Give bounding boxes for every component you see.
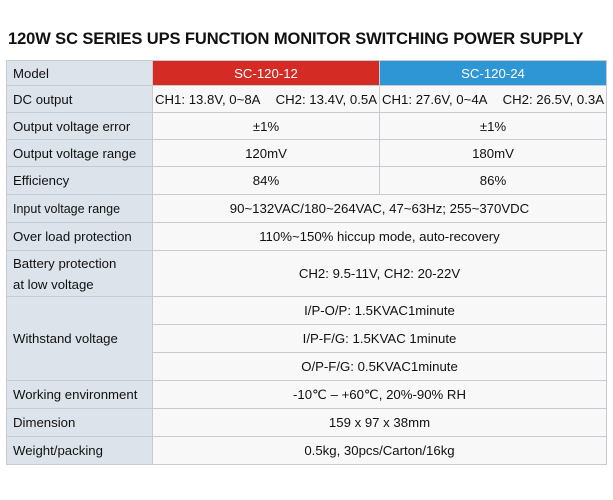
input-range-value: 90~132VAC/180~264VAC, 47~63Hz; 255~370VDC xyxy=(153,195,607,223)
table-row-dc-output xyxy=(7,86,607,113)
overload-value: 110%~150% hiccup mode, auto-recovery xyxy=(153,223,607,251)
table-row-withstand xyxy=(7,297,607,381)
environment-value: -10℃ – +60℃, 20%-90% RH xyxy=(153,381,607,409)
table-row-voltage-range xyxy=(7,140,607,167)
withstand-op-fg: O/P-F/G: 0.5KVAC1minute xyxy=(301,359,458,374)
row-label-dc-output: DC output xyxy=(7,86,153,113)
dc-output-a-ch2: CH2: 13.4V, 0.5A xyxy=(275,91,377,107)
withstand-ip-op: I/P-O/P: 1.5KVAC1minute xyxy=(153,297,606,325)
dc-output-a xyxy=(153,86,380,113)
weight-value: 0.5kg, 30pcs/Carton/16kg xyxy=(153,437,607,465)
table-row-environment xyxy=(7,381,607,409)
efficiency-a: 84% xyxy=(153,167,380,195)
model-sc-120-24-header: SC-120-24 xyxy=(380,61,607,86)
voltage-error-b: ±1% xyxy=(380,113,607,140)
voltage-error-a: ±1% xyxy=(153,113,380,140)
model-sc-120-12-header: SC-120-12 xyxy=(153,61,380,86)
row-label-efficiency: Efficiency xyxy=(7,167,153,195)
battery-value: CH2: 9.5-11V, CH2: 20-22V xyxy=(153,251,607,297)
dimension-value: 159 x 97 x 38mm xyxy=(153,409,607,437)
table-row-model xyxy=(7,61,607,86)
efficiency-b: 86% xyxy=(380,167,607,195)
row-label-weight: Weight/packing xyxy=(7,437,153,465)
dc-output-a-ch1: CH1: 13.8V, 0~8A xyxy=(155,91,261,107)
table-row-input-range xyxy=(7,195,607,223)
page-title: 120W SC SERIES UPS FUNCTION MONITOR SWITCHING POWER SUPPLY xyxy=(8,30,584,48)
table-row-weight xyxy=(7,437,607,465)
voltage-range-b: 180mV xyxy=(380,140,607,167)
row-label-model: Model xyxy=(7,61,153,86)
voltage-range-a: 120mV xyxy=(153,140,380,167)
withstand-ip-fg: I/P-F/G: 1.5KVAC 1minute xyxy=(153,325,606,353)
table-row-efficiency xyxy=(7,167,607,195)
dc-output-b xyxy=(380,86,607,113)
row-label-battery-line1: Battery protection xyxy=(13,255,117,271)
row-label-dimension: Dimension xyxy=(7,409,153,437)
spec-table xyxy=(6,60,607,465)
row-label-battery xyxy=(7,251,153,297)
table-row-voltage-error xyxy=(7,113,607,140)
row-label-withstand: Withstand voltage xyxy=(7,297,153,381)
row-label-input-range: Input voltage range xyxy=(7,195,153,223)
table-row-overload xyxy=(7,223,607,251)
row-label-voltage-error: Output voltage error xyxy=(7,113,153,140)
row-label-environment: Working environment xyxy=(7,381,153,409)
table-row-dimension xyxy=(7,409,607,437)
row-label-voltage-range: Output voltage range xyxy=(7,140,153,167)
withstand-values xyxy=(153,297,607,381)
table-row-battery xyxy=(7,251,607,297)
row-label-battery-line2: at low voltage xyxy=(13,276,94,292)
dc-output-b-ch1: CH1: 27.6V, 0~4A xyxy=(382,91,488,107)
row-label-overload: Over load protection xyxy=(7,223,153,251)
dc-output-b-ch2: CH2: 26.5V, 0.3A xyxy=(502,91,604,107)
